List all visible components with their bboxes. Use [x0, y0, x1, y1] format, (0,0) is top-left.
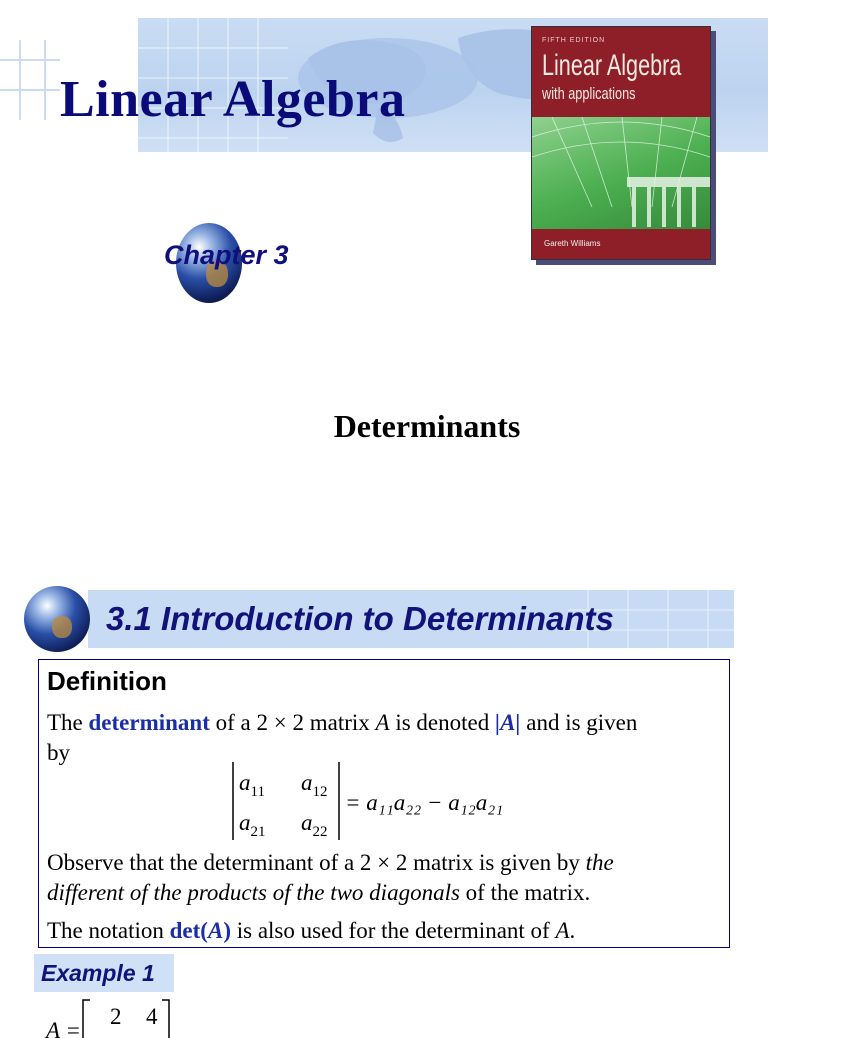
text-run: . — [569, 918, 576, 943]
formula-rhs: = a₁₁a₂₂ − a₁₂a₂₁ — [345, 790, 504, 815]
notation-abs-a: |A| — [495, 710, 521, 735]
example-lhs: A = — [46, 1018, 81, 1038]
entry-a22: $a_{22}$ — [301, 810, 328, 840]
text-run: is also used for the determinant of — [230, 918, 556, 943]
section-title: 3.1 Introduction to Determinants — [106, 600, 614, 637]
variable-a: A — [555, 918, 570, 943]
term-determinant: determinant — [88, 710, 210, 735]
example-entry: 2 — [110, 1004, 122, 1029]
definition-line-1 — [47, 708, 637, 738]
text-run: is denoted — [389, 710, 495, 735]
book-title: Linear Algebra — [542, 49, 682, 82]
text-run: The — [47, 710, 89, 735]
book-cover-image — [531, 26, 711, 260]
entry-a12: $a_{12}$ — [301, 770, 328, 800]
text-run: The notation — [47, 918, 170, 943]
definition-line-2: by — [47, 740, 70, 765]
presentation-title: Linear Algebra — [60, 71, 406, 128]
definition-box — [38, 659, 730, 948]
book-edition: FIFTH EDITION — [542, 37, 606, 44]
definition-heading: Definition — [47, 666, 167, 696]
example-matrix — [38, 998, 198, 1038]
text-run-italic: the — [585, 850, 614, 875]
globe-icon — [24, 586, 90, 652]
book-architecture-illustration — [532, 117, 710, 259]
notation-det: det(A) — [169, 918, 231, 943]
determinant-formula — [229, 758, 569, 844]
corner-grid-decoration — [0, 40, 60, 120]
text-run-italic: different of the products of the two diagonals — [47, 880, 460, 905]
observe-line-1 — [47, 848, 614, 878]
title-slide — [0, 0, 768, 560]
book-author: Gareth Williams — [544, 239, 601, 248]
example-label: Example 1 — [41, 960, 155, 986]
text-run: Observe that the determinant of a 2 × 2 matrix is given by — [47, 850, 586, 875]
entry-a21: $a_{21}$ — [239, 810, 266, 840]
observe-line-2 — [47, 878, 590, 908]
text-run: of a 2 × 2 matrix — [209, 710, 376, 735]
entry-a11: $a_{11}$ — [239, 770, 265, 800]
notation-line — [47, 916, 575, 946]
text-run: of the matrix. — [459, 880, 591, 905]
globe-land-shape — [52, 616, 72, 638]
text-run: and is given — [520, 710, 638, 735]
book-subtitle: with applications — [542, 84, 636, 103]
variable-a: A — [375, 710, 390, 735]
example-entry: 4 — [146, 1004, 158, 1029]
chapter-label: Chapter 3 — [164, 240, 289, 270]
chapter-subject: Determinants — [333, 408, 521, 444]
content-slide — [0, 560, 768, 1038]
